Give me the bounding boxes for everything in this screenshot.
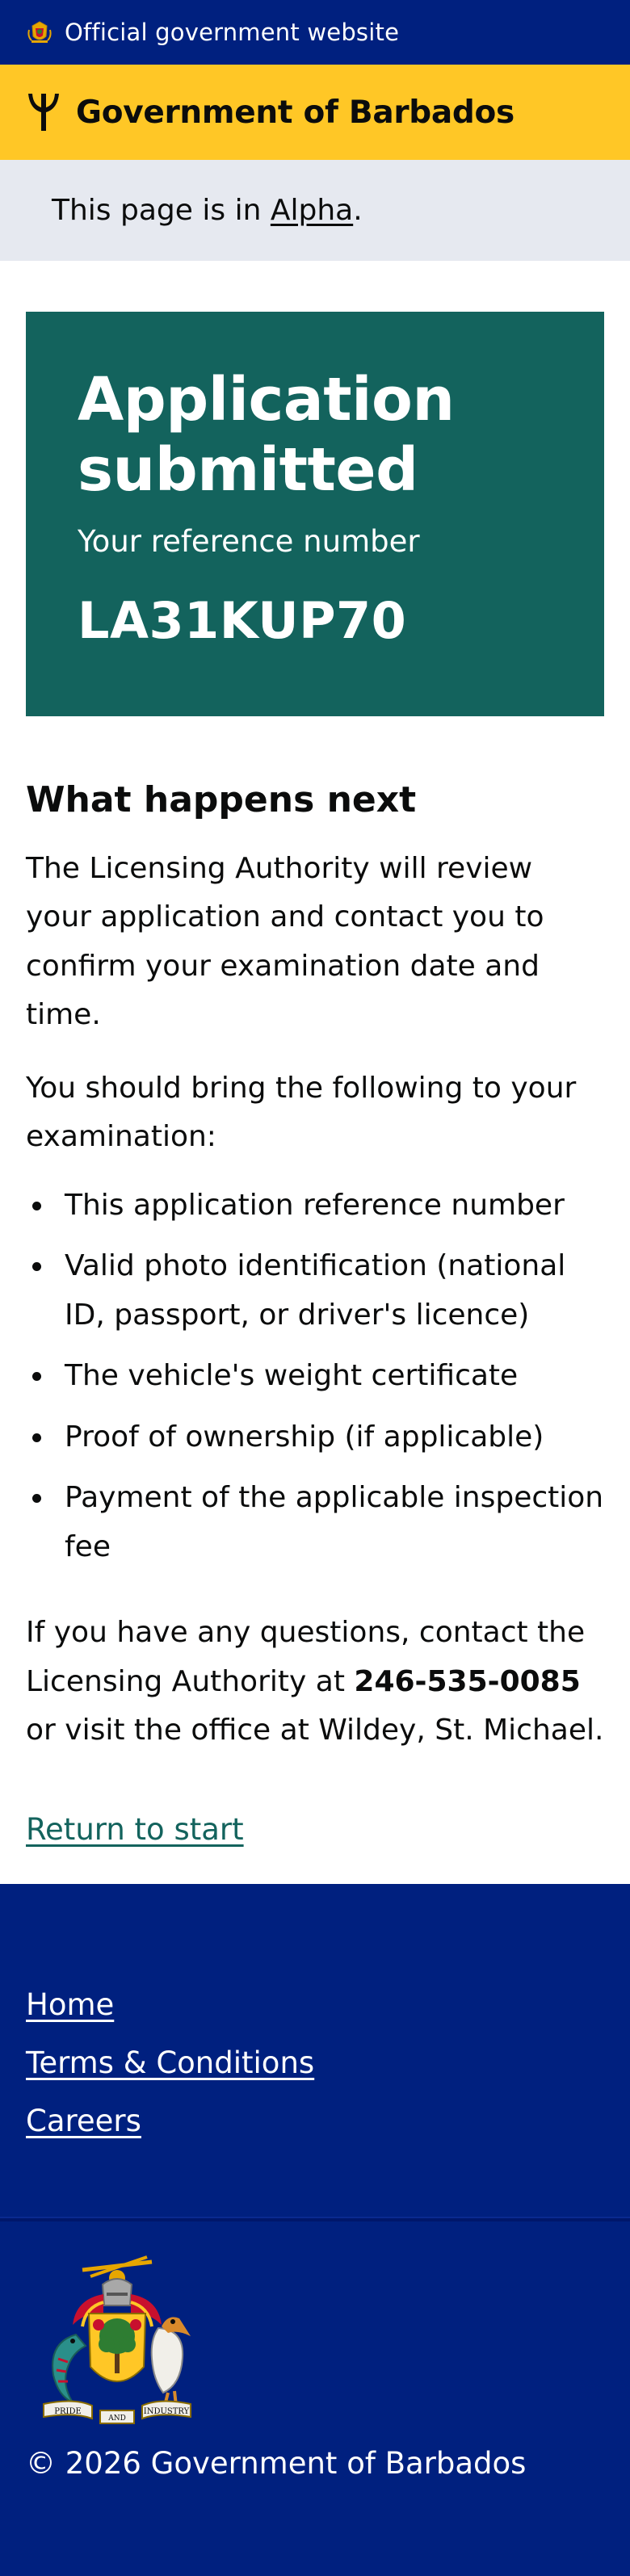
site-header bbox=[0, 65, 630, 160]
footer-link-home[interactable]: Home bbox=[26, 1987, 115, 2022]
phase-banner-prefix: This page is in bbox=[52, 194, 262, 227]
list-item: Proof of ownership (if applicable) bbox=[26, 1413, 604, 1462]
footer-nav bbox=[0, 1884, 630, 2217]
reference-number: LA31KUP70 bbox=[78, 590, 407, 650]
reference-label: Your reference number bbox=[78, 523, 420, 559]
motto-pride: PRIDE bbox=[54, 2407, 82, 2416]
bring-list bbox=[26, 1181, 604, 1571]
motto-and: AND bbox=[108, 2414, 126, 2423]
list-item: Payment of the applicable inspection fee bbox=[26, 1474, 604, 1571]
list-item: Valid photo identification (national ID, passport, or driver's licence) bbox=[26, 1242, 604, 1340]
contact-phone: 246-535-0085 bbox=[354, 1664, 581, 1698]
site-footer bbox=[0, 1884, 630, 2576]
official-banner-text: Official government website bbox=[65, 19, 400, 46]
contact-prefix: If you have any questions, contact the Licensing Authority at bbox=[26, 1616, 586, 1698]
copyright-text: © 2026 Government of Barbados bbox=[26, 2446, 527, 2481]
phase-banner bbox=[0, 160, 630, 261]
contact-suffix: or visit the office at Wildey, St. Michael. bbox=[26, 1714, 604, 1747]
phase-alpha-link[interactable]: Alpha bbox=[270, 194, 354, 227]
confirmation-title: Application submitted bbox=[78, 365, 455, 506]
motto-industry: INDUSTRY bbox=[143, 2407, 190, 2416]
return-to-start-link[interactable]: Return to start bbox=[26, 1811, 244, 1847]
trident-icon bbox=[26, 91, 61, 133]
barbados-crest-icon bbox=[26, 19, 53, 46]
list-item: The vehicle's weight certificate bbox=[26, 1352, 604, 1400]
list-item: This application reference number bbox=[26, 1181, 604, 1230]
phase-banner-suffix: . bbox=[353, 194, 363, 227]
main-content bbox=[0, 261, 630, 1847]
footer-bottom bbox=[0, 2221, 630, 2481]
footer-link-careers[interactable]: Careers bbox=[26, 2104, 141, 2138]
site-title[interactable]: Government of Barbados bbox=[76, 94, 514, 131]
contact-paragraph bbox=[26, 1609, 604, 1755]
footer-link-terms[interactable]: Terms & Conditions bbox=[26, 2045, 315, 2080]
official-banner bbox=[0, 0, 630, 65]
bring-intro-paragraph: You should bring the following to your examination: bbox=[26, 1071, 577, 1154]
review-paragraph: The Licensing Authority will review your application and contact you to confirm your examination date and time. bbox=[26, 852, 544, 1032]
confirmation-panel bbox=[26, 312, 604, 716]
what-happens-next-heading: What happens next bbox=[26, 779, 417, 820]
coat-of-arms-icon bbox=[26, 2246, 208, 2428]
